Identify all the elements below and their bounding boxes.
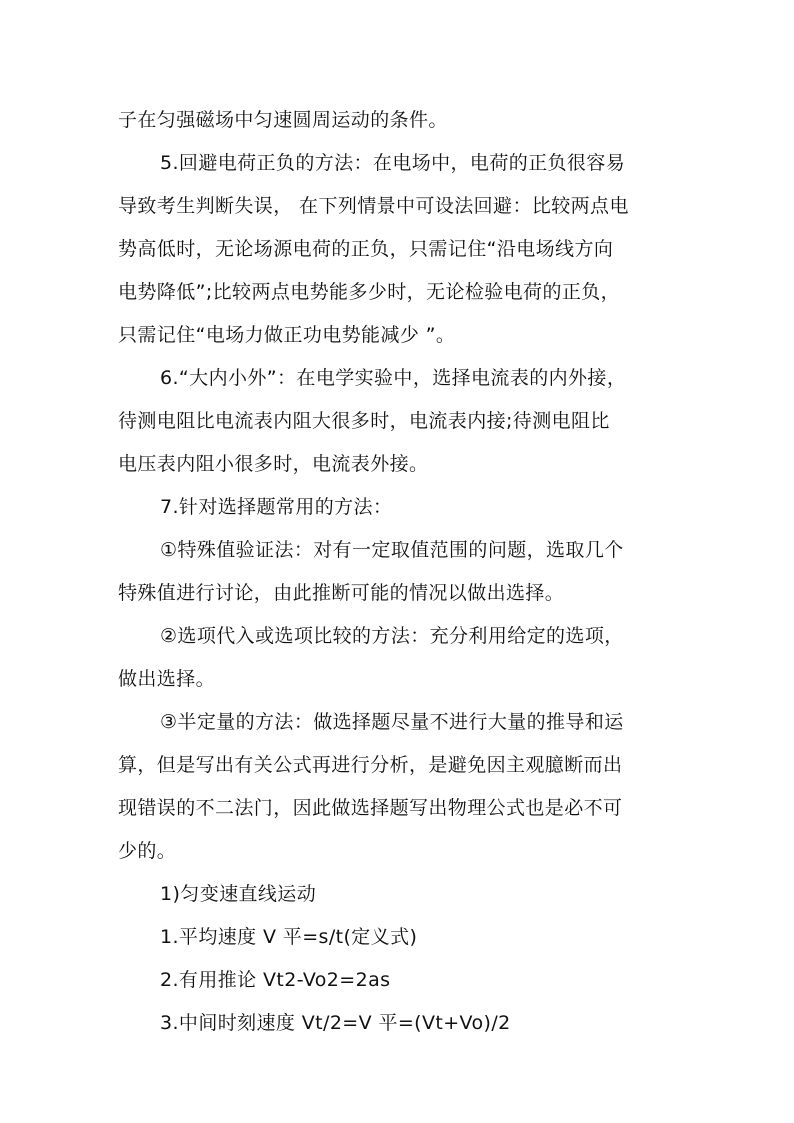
text-line: 7.针对选择题常用的方法： — [160, 496, 393, 518]
text-line: 只需记住“电场力做正功电势能减少 ”。 — [118, 324, 456, 346]
text-line: 子在匀强磁场中匀速圆周运动的条件。 — [118, 109, 448, 131]
text-line: ①特殊值验证法：对有一定取值范围的问题，选取几个 — [160, 539, 624, 561]
text-line: 现错误的不二法门，因此做选择题写出物理公式也是必不可 — [118, 797, 623, 819]
text-line: 电势降低”;比较两点电势能多少时，无论检验电荷的正负， — [118, 281, 621, 303]
text-line: ②选项代入或选项比较的方法：充分利用给定的选项， — [160, 625, 624, 647]
text-line: 势高低时，无论场源电荷的正负，只需记住“沿电场线方向 — [118, 238, 614, 260]
text-line: 3.中间时刻速度 Vt/2=V 平=(Vt+Vo)/2 — [160, 1012, 511, 1034]
text-line: 1.平均速度 V 平=s/t(定义式) — [160, 926, 418, 948]
text-line: 待测电阻比电流表内阻大很多时，电流表内接;待测电阻比 — [118, 410, 610, 432]
text-line: 特殊值进行讨论，由此推断可能的情况以做出选择。 — [118, 582, 565, 604]
text-line: 导致考生判断失误， 在下列情景中可设法回避：比较两点电 — [118, 195, 629, 217]
text-line: 6.“大内小外”：在电学实验中，选择电流表的内外接， — [160, 367, 627, 389]
text-line: 电压表内阻小很多时，电流表外接。 — [118, 453, 429, 475]
text-line: 2.有用推论 Vt2-Vo2=2as — [160, 969, 391, 991]
text-line: 少的。 — [118, 840, 177, 862]
text-line: 算，但是写出有关公式再进行分析，是避免因主观臆断而出 — [118, 754, 623, 776]
text-line: ③半定量的方法：做选择题尽量不进行大量的推导和运 — [160, 711, 624, 733]
text-line: 1)匀变速直线运动 — [160, 883, 317, 905]
text-line: 5.回避电荷正负的方法：在电场中，电荷的正负很容易 — [160, 152, 626, 174]
text-line: 做出选择。 — [118, 668, 216, 690]
